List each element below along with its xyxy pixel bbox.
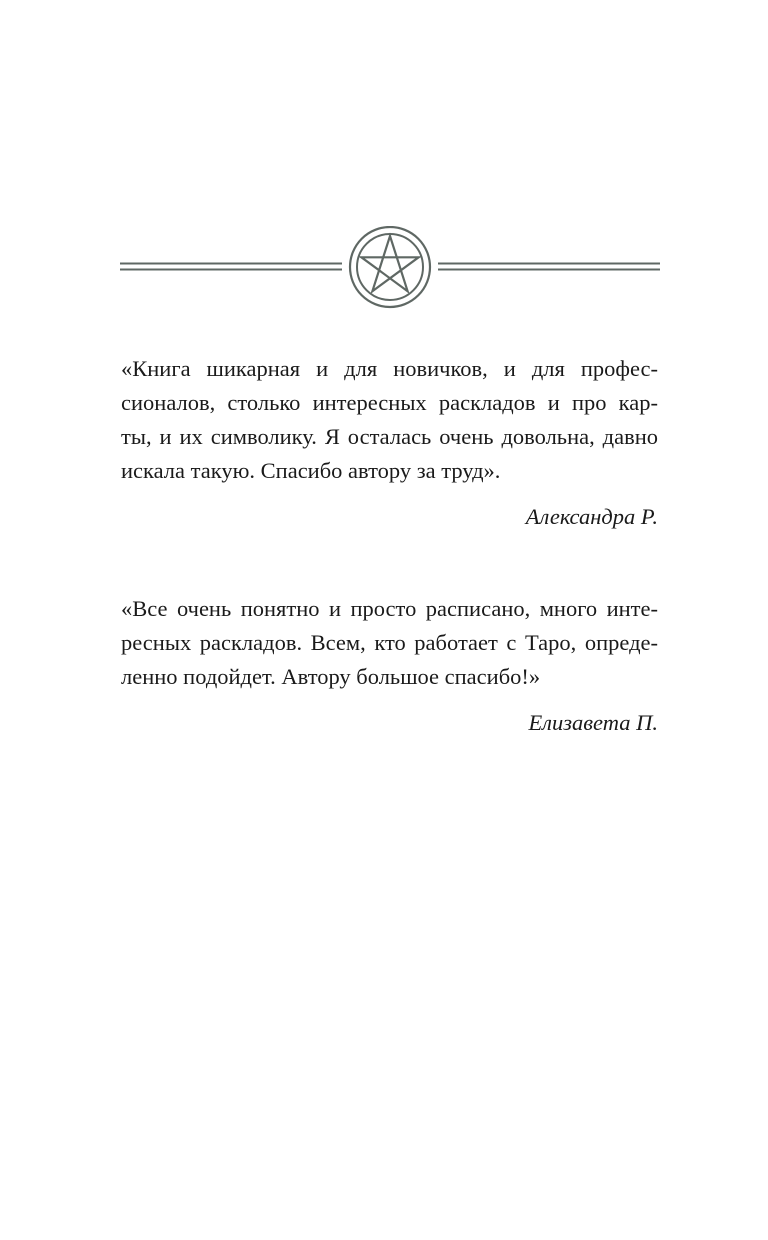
quote-line: сионалов, столько интересных раскладов и про кар- bbox=[121, 390, 658, 415]
pentagram-icon bbox=[120, 226, 660, 310]
review-author: Елизавета П. bbox=[528, 710, 658, 735]
quote-line: ресных раскладов. Всем, кто работает с Таро, опреде- bbox=[121, 630, 658, 655]
quote-line: «Книга шикарная и для новичков, и для профес- bbox=[121, 356, 658, 381]
review-quote bbox=[121, 592, 658, 694]
review-1 bbox=[121, 352, 658, 534]
quote-line: «Все очень понятно и просто расписано, много инте- bbox=[121, 596, 658, 621]
review-author: Александра Р. bbox=[525, 504, 658, 529]
quote-line: ты, и их символику. Я осталась очень довольна, давно bbox=[121, 424, 658, 449]
header-ornament bbox=[120, 226, 660, 310]
quote-line: ленно подойдет. Автору большое спасибо!» bbox=[121, 664, 541, 689]
review-2 bbox=[121, 592, 658, 740]
review-quote bbox=[121, 352, 658, 488]
quote-line: искала такую. Спасибо автору за труд». bbox=[121, 458, 501, 483]
